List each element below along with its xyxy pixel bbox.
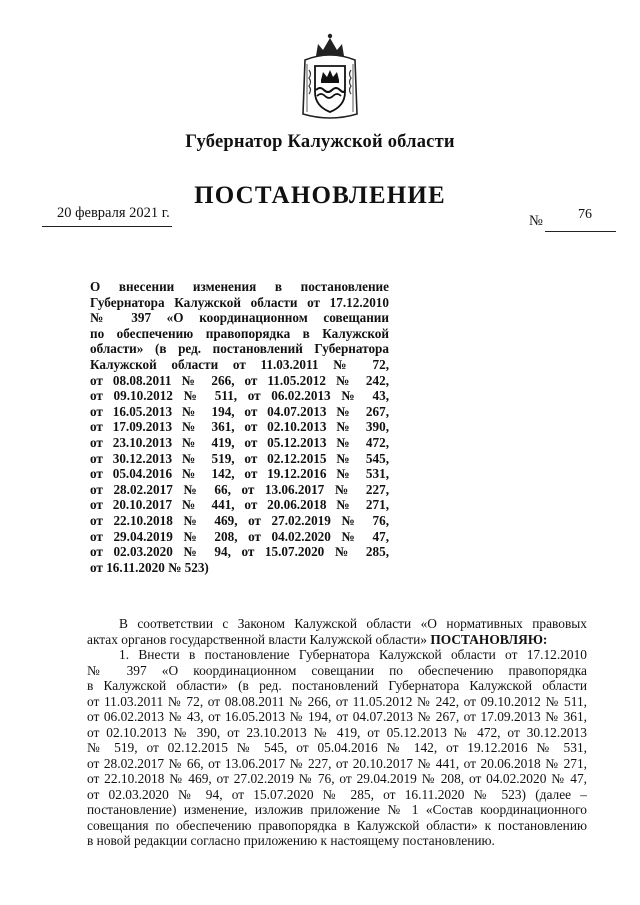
organization-title: Губернатор Калужской области [185,132,455,152]
subject-line: от 28.02.2017 № 66, от 13.06.2017 № 227, [90,481,389,497]
preamble-line [87,632,587,648]
document-number: 76 [578,207,592,222]
item-line: совещания по обеспечению правопорядка в Калужской области» к постановлению [87,817,587,833]
item-line: постановление) изменение, изложив приложение № 1 «Состав координационного [87,802,587,817]
subject-line: от 22.10.2018 № 469, от 27.02.2019 № 76, [90,512,389,528]
date-underline [42,226,172,227]
document-type-title: ПОСТАНОВЛЕНИЕ [194,182,446,209]
subject-line: от 23.10.2013 № 419, от 05.12.2013 № 472, [90,434,389,450]
item-line: от 06.02.2013 № 43, от 16.05.2013 № 194, от 04.07.2013 № 267, от 17.09.2013 № 361, [87,709,587,724]
subject-line: области» (в ред. постановлений Губернатора [90,341,389,357]
subject-line: от 30.12.2013 № 519, от 02.12.2015 № 545, [90,450,389,466]
item-line: от 22.10.2018 № 469, от 27.02.2019 № 76, от 29.04.2019 № 208, от 04.02.2020 № 47, [87,771,587,786]
subject-line: Калужской области от 11.03.2011 № 72, [90,356,389,372]
subject-line: от 16.05.2013 № 194, от 04.07.2013 № 267, [90,403,389,419]
subject-line: от 16.11.2020 № 523) [90,559,209,575]
subject-line: от 05.04.2016 № 142, от 19.12.2016 № 531, [90,466,389,482]
subject-line: № 397 «О координационном совещании [90,310,389,326]
number-sign: № [529,213,543,229]
decree-word: ПОСТАНОВЛЯЮ: [430,631,548,647]
item-line: от 02.10.2013 № 390, от 23.10.2013 № 419, от 05.12.2013 № 472, от 30.12.2013 [87,724,587,740]
item-line: в новой редакции согласно приложению к настоящему постановлению. [87,833,495,848]
item-line: в Калужской области» (в ред. постановлений Губернатора Калужской области [87,678,587,693]
subject-line: от 09.10.2012 № 511, от 06.02.2013 № 43, [90,388,389,404]
item-line: от 28.02.2017 № 66, от 13.06.2017 № 227, от 20.10.2017 № 441, от 20.06.2018 № 271, [87,755,587,771]
subject-line: по обеспечению правопорядка в Калужской [90,325,389,341]
subject-line: от 20.10.2017 № 441, от 20.06.2018 № 271, [90,497,389,513]
item-line: № 397 «О координационном совещании по обеспечению правопорядка [87,662,587,678]
item-line: от 02.03.2020 № 94, от 15.07.2020 № 285, от 16.11.2020 № 523) (далее – [87,786,587,802]
preamble-text: актах органов государственной власти Калужской области» [87,631,427,647]
item-line: № 519, от 02.12.2015 № 545, от 05.04.2016 № 142, от 19.12.2016 № 531, [87,740,587,755]
subject-line: от 17.09.2013 № 361, от 02.10.2013 № 390, [90,419,389,435]
document-date: 20 февраля 2021 г. [57,205,170,221]
subject-line: от 08.08.2011 № 266, от 11.05.2012 № 242, [90,372,389,388]
subject-line: от 02.03.2020 № 94, от 15.07.2020 № 285, [90,544,389,560]
item-line: 1. Внести в постановление Губернатора Калужской области от 17.12.2010 [119,647,587,662]
item-line: от 11.03.2011 № 72, от 08.08.2011 № 266, от 11.05.2012 № 242, от 09.10.2012 № 511, [87,693,587,709]
subject-line: О внесении изменения в постановление [90,279,389,294]
subject-line: от 29.04.2019 № 208, от 04.02.2020 № 47, [90,528,389,544]
number-underline [545,231,616,232]
preamble-line: В соответствии с Законом Калужской области «О нормативных правовых [119,616,587,631]
document-body [87,616,587,849]
document-subject [90,279,389,575]
subject-line: Губернатора Калужской области от 17.12.2010 [90,294,389,310]
kaluga-coat-of-arms-icon [299,30,361,122]
